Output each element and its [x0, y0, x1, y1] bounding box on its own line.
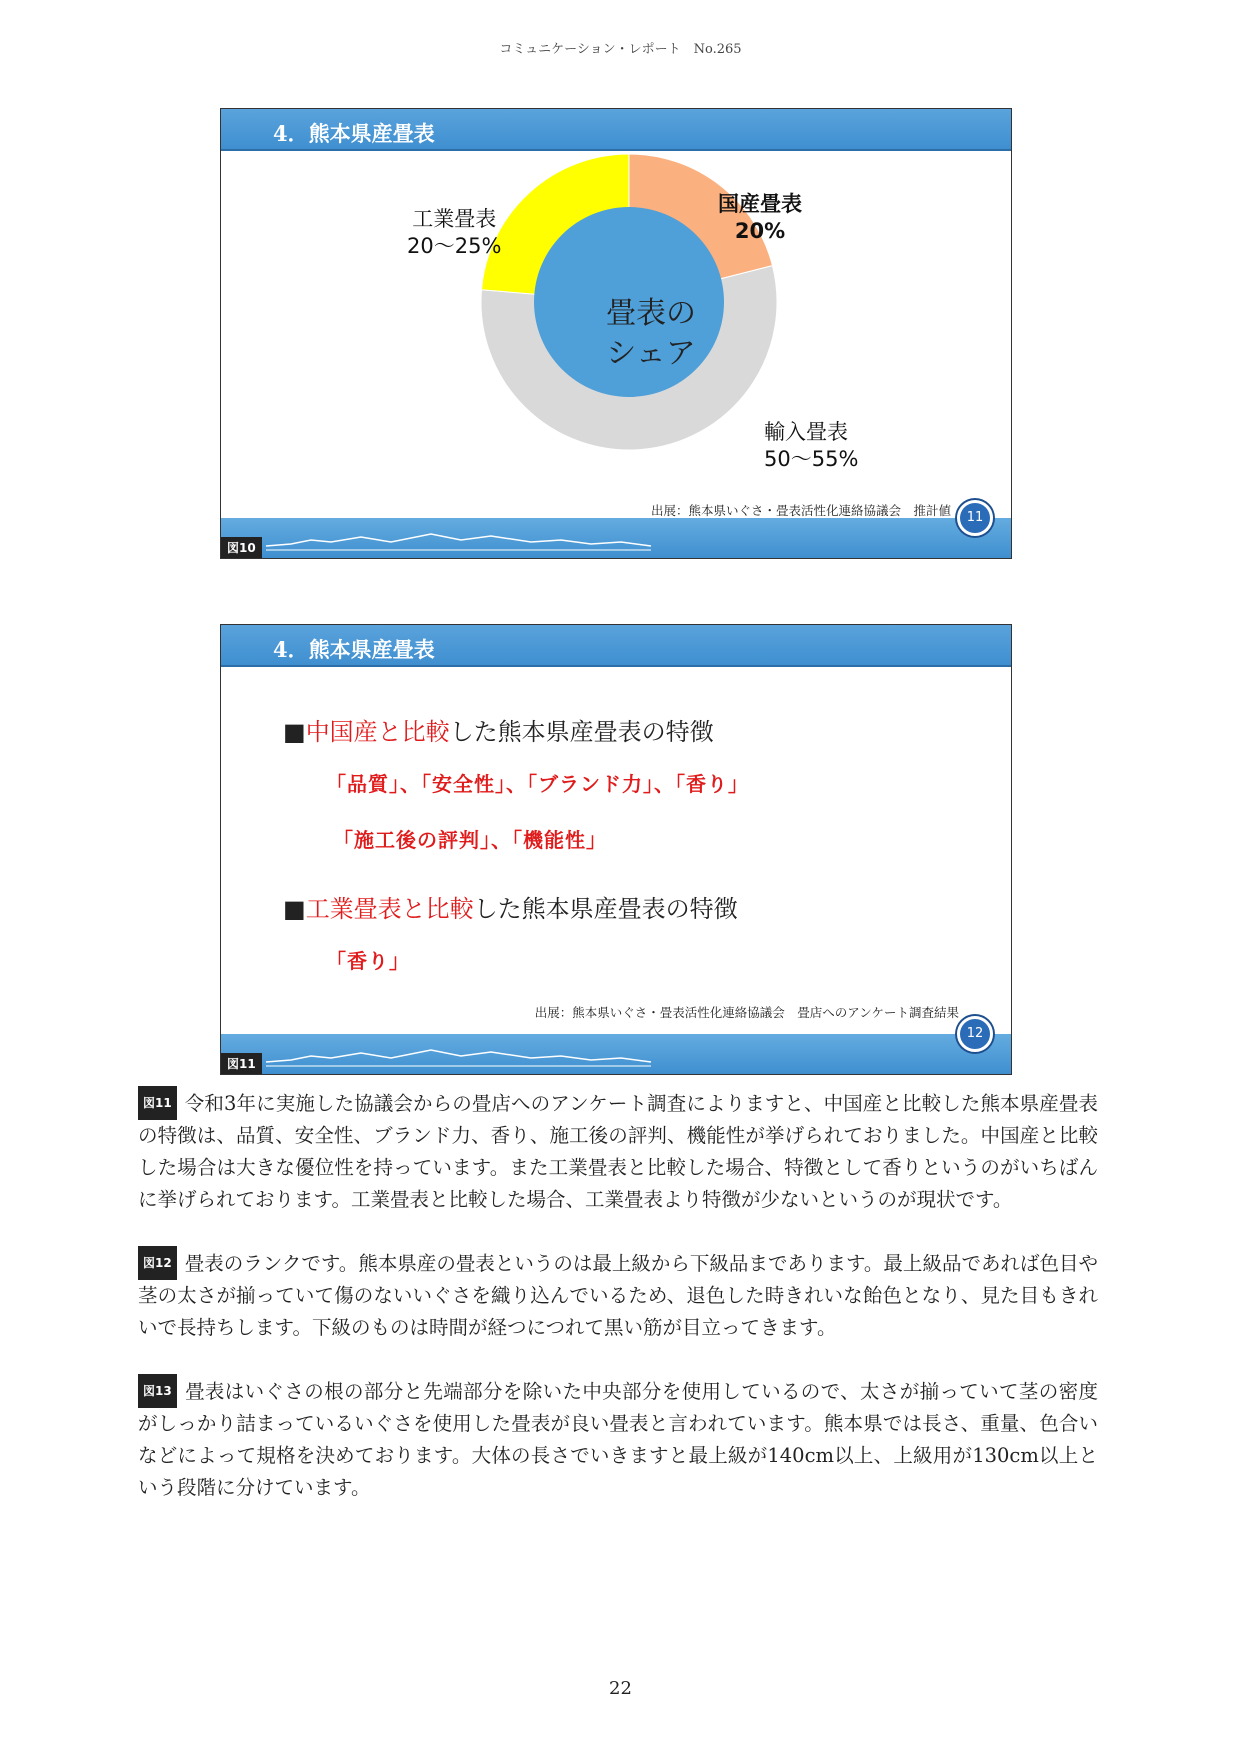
city-skyline-illustration: [261, 522, 661, 554]
slide-source: 出展：熊本県いぐさ・畳表活性化連絡協議会 畳店へのアンケート調査結果: [534, 1005, 959, 1020]
slide-footer: [221, 1034, 1011, 1074]
figure-label: 図11: [221, 1053, 262, 1074]
figure-label: 図10: [221, 537, 262, 558]
features-list-2: 「香り」: [326, 949, 410, 973]
slide-page-number: 12: [957, 1016, 993, 1052]
city-skyline-illustration: [261, 1038, 661, 1070]
slice-label-domestic: 国産畳表 20%: [718, 192, 802, 243]
center-line-1: 畳表の: [606, 296, 696, 331]
slide-figure-11: [220, 624, 1012, 1075]
running-header: コミュニケーション・レポート No.265: [499, 42, 742, 57]
slide-title: 4．熊本県産畳表: [273, 121, 435, 146]
slide-page-number: 11: [957, 500, 993, 536]
heading-vs-china: ■中国産と比較した熊本県産畳表の特徴: [283, 718, 714, 746]
features-list-1b: 「施工後の評判」、「機能性」: [333, 828, 607, 852]
donut-center-label: [556, 294, 746, 374]
slice-label-imported: 輸入畳表 50～55%: [764, 420, 859, 471]
slice-label-industrial: 工業畳表 20～25%: [407, 207, 502, 258]
features-list-1a: 「品質」、「安全性」、「ブランド力」、「香り」: [326, 772, 749, 796]
paragraph-fig13: 図13 畳表はいぐさの根の部分と先端部分を除いた中央部分を使用しているので、太さが揃っていて茎の密度がしっかり詰まっているいぐさを使用した畳表が良い畳表と言われています。熊本県では長さ、重量、色合いなどによって規格を決めております。大体の長さでいきますと最上級が140cm以上、上級用が130cm以上という段階に分けています。: [138, 1374, 1098, 1504]
center-line-2: シェア: [606, 336, 696, 371]
slide-title: 4．熊本県産畳表: [273, 637, 435, 662]
paragraph-fig11: 図11 令和3年に実施した協議会からの畳店へのアンケート調査によりますと、中国産と比較した熊本県産畳表の特徴は、品質、安全性、ブランド力、香り、施工後の評判、機能性が挙げられておりました。中国産と比較した場合は大きな優位性を持っています。また工業畳表と比較した場合、特徴として香りというのがいちばんに挙げられております。工業畳表と比較した場合、工業畳表より特徴が少ないというのが現状です。: [138, 1086, 1098, 1216]
figure-tag: 図13: [138, 1374, 177, 1408]
figure-tag: 図11: [138, 1086, 177, 1120]
slide-footer: [221, 518, 1011, 558]
slide-figure-10: [220, 108, 1012, 559]
page-number: 22: [609, 1678, 632, 1699]
paragraph-fig12: 図12 畳表のランクです。熊本県産の畳表というのは最上級から下級品まであります。最上級品であれば色目や茎の太さが揃っていて傷のないいぐさを織り込んでいるため、退色した時きれいな飴色となり、見た目もきれいで長持ちします。下級のものは時間が経つにつれて黒い筋が目立ってきます。: [138, 1246, 1098, 1344]
heading-vs-industrial: ■工業畳表と比較した熊本県産畳表の特徴: [283, 895, 738, 923]
figure-tag: 図12: [138, 1246, 177, 1280]
slide-header: [221, 625, 1011, 667]
slide-source: 出展：熊本県いぐさ・畳表活性化連絡協議会 推計値: [650, 503, 951, 518]
